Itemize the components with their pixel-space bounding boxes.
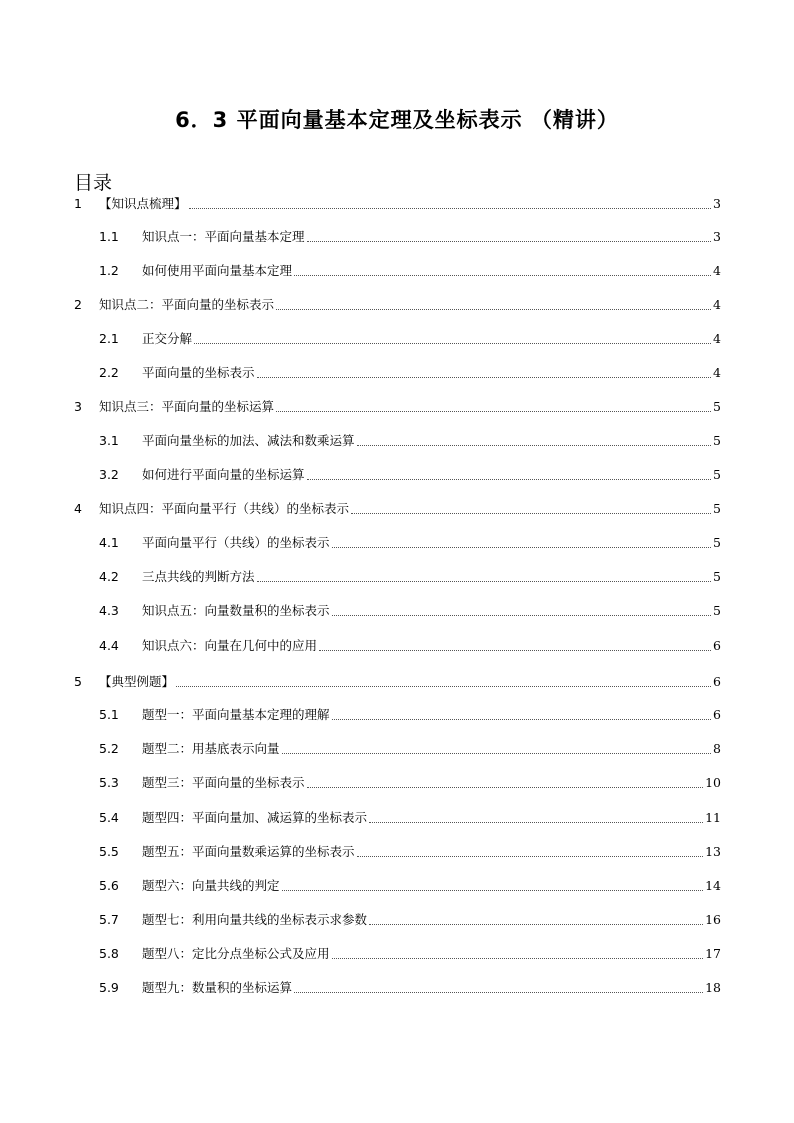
- toc-entry-number: 5: [74, 674, 82, 689]
- toc-dot-leader: [307, 478, 712, 480]
- toc-entry-label: 知识点二：平面向量的坐标表示: [99, 297, 275, 312]
- toc-dot-leader: [369, 821, 703, 823]
- toc-entry[interactable]: [0, 259, 794, 283]
- toc-entry-label: 题型三：平面向量的坐标表示: [142, 775, 305, 790]
- toc-entry[interactable]: [0, 908, 794, 932]
- toc-entry-number: 2.2: [99, 365, 119, 380]
- toc-entry-line: [142, 703, 721, 727]
- toc-entry-page: 4: [713, 297, 721, 312]
- toc-entry[interactable]: [0, 670, 794, 694]
- toc-entry-line: [99, 670, 721, 694]
- toc-entry-label: 题型四：平面向量加、减运算的坐标表示: [142, 810, 368, 825]
- toc-dot-leader: [194, 342, 711, 344]
- toc-entry-label: 平面向量的坐标表示: [142, 365, 255, 380]
- toc-entry-label: 正交分解: [142, 331, 193, 346]
- toc-entry-page: 5: [713, 501, 721, 516]
- toc-entry-number: 5.6: [99, 878, 119, 893]
- toc-entry-number: 3.1: [99, 433, 119, 448]
- toc-dot-leader: [307, 240, 712, 242]
- toc-heading: 目录: [74, 172, 113, 194]
- toc-entry[interactable]: [0, 429, 794, 453]
- toc-dot-leader: [257, 580, 712, 582]
- toc-entry-page: 6: [713, 638, 721, 653]
- toc-entry[interactable]: [0, 225, 794, 249]
- toc-entry-number: 4.1: [99, 535, 119, 550]
- page-title: 6．3 平面向量基本定理及坐标表示 （精讲）: [175, 108, 619, 132]
- toc-entry-line: [99, 395, 721, 419]
- toc-entry-number: 4.2: [99, 569, 119, 584]
- toc-entry-page: 14: [705, 878, 721, 893]
- toc-entry-line: [142, 874, 721, 898]
- toc-entry-line: [99, 192, 721, 216]
- toc-entry-number: 5.3: [99, 775, 119, 790]
- toc-entry-number: 5.1: [99, 707, 119, 722]
- toc-dot-leader: [357, 855, 704, 857]
- toc-entry-page: 4: [713, 365, 721, 380]
- toc-entry-line: [99, 497, 721, 521]
- toc-entry-line: [142, 806, 721, 830]
- toc-entry-label: 三点共线的判断方法: [142, 569, 255, 584]
- toc-entry-number: 1: [74, 196, 82, 211]
- toc-entry-page: 13: [705, 844, 721, 859]
- toc-entry-line: [142, 225, 721, 249]
- toc-entry-number: 5.9: [99, 980, 119, 995]
- toc-entry-number: 2.1: [99, 331, 119, 346]
- toc-entry-page: 17: [705, 946, 721, 961]
- toc-entry-number: 4: [74, 501, 82, 516]
- toc-entry-line: [142, 737, 721, 761]
- toc-dot-leader: [276, 308, 711, 310]
- toc-dot-leader: [369, 923, 703, 925]
- toc-entry[interactable]: [0, 531, 794, 555]
- toc-entry-label: 【典型例题】: [99, 674, 175, 689]
- toc-entry-page: 5: [713, 569, 721, 584]
- toc-entry[interactable]: [0, 874, 794, 898]
- toc-entry-label: 题型一：平面向量基本定理的理解: [142, 707, 330, 722]
- toc-entry-number: 5.7: [99, 912, 119, 927]
- toc-entry-label: 题型六：向量共线的判定: [142, 878, 280, 893]
- toc-dot-leader: [319, 649, 711, 651]
- toc-entry-page: 8: [713, 741, 721, 756]
- toc-dot-leader: [257, 376, 712, 378]
- toc-entry[interactable]: [0, 565, 794, 589]
- toc-entry[interactable]: [0, 806, 794, 830]
- toc-entry-number: 2: [74, 297, 82, 312]
- toc-entry[interactable]: [0, 942, 794, 966]
- toc-entry-page: 6: [713, 674, 721, 689]
- toc-entry-label: 题型二：用基底表示向量: [142, 741, 280, 756]
- toc-entry[interactable]: [0, 771, 794, 795]
- toc-entry-label: 知识点五：向量数量积的坐标表示: [142, 603, 330, 618]
- toc-dot-leader: [351, 512, 711, 514]
- toc-entry-page: 4: [713, 331, 721, 346]
- toc-entry-line: [142, 531, 721, 555]
- toc-entry[interactable]: [0, 634, 794, 658]
- toc-entry-label: 知识点三：平面向量的坐标运算: [99, 399, 275, 414]
- toc-dot-leader: [282, 889, 704, 891]
- toc-entry[interactable]: [0, 395, 794, 419]
- toc-dot-leader: [294, 274, 711, 276]
- toc-entry-line: [142, 463, 721, 487]
- toc-entry[interactable]: [0, 361, 794, 385]
- toc-dot-leader: [332, 614, 712, 616]
- toc-entry-page: 5: [713, 535, 721, 550]
- toc-entry-number: 5.4: [99, 810, 119, 825]
- toc-entry-line: [142, 361, 721, 385]
- toc-entry-label: 题型七：利用向量共线的坐标表示求参数: [142, 912, 368, 927]
- toc-dot-leader: [357, 444, 712, 446]
- toc-entry-number: 3.2: [99, 467, 119, 482]
- toc-entry-label: 知识点一：平面向量基本定理: [142, 229, 305, 244]
- toc-entry-page: 5: [713, 433, 721, 448]
- toc-entry-number: 1.1: [99, 229, 119, 244]
- toc-entry-line: [142, 908, 721, 932]
- toc-dot-leader: [282, 752, 712, 754]
- toc-entry-page: 11: [705, 810, 721, 825]
- toc-entry-page: 16: [705, 912, 721, 927]
- toc-entry-line: [99, 293, 721, 317]
- toc-entry-page: 3: [713, 229, 721, 244]
- toc-entry[interactable]: [0, 840, 794, 864]
- toc-dot-leader: [332, 546, 712, 548]
- toc-entry-number: 1.2: [99, 263, 119, 278]
- toc-entry-page: 5: [713, 467, 721, 482]
- toc-entry-line: [142, 840, 721, 864]
- toc-entry-label: 【知识点梳理】: [99, 196, 187, 211]
- toc-entry-label: 如何使用平面向量基本定理: [142, 263, 293, 278]
- toc-entry[interactable]: [0, 497, 794, 521]
- toc-dot-leader: [189, 207, 712, 209]
- toc-entry-page: 4: [713, 263, 721, 278]
- toc-entry-label: 题型八：定比分点坐标公式及应用: [142, 946, 330, 961]
- toc-dot-leader: [332, 718, 712, 720]
- toc-entry-label: 平面向量平行（共线）的坐标表示: [142, 535, 330, 550]
- toc-entry-label: 知识点六：向量在几何中的应用: [142, 638, 318, 653]
- toc-entry-line: [142, 771, 721, 795]
- toc-entry-page: 3: [713, 196, 721, 211]
- toc-entry-line: [142, 429, 721, 453]
- toc-entry-line: [142, 976, 721, 1000]
- toc-dot-leader: [307, 786, 704, 788]
- toc-entry-page: 5: [713, 603, 721, 618]
- toc-entry-label: 平面向量坐标的加法、减法和数乘运算: [142, 433, 355, 448]
- toc-entry-number: 5.8: [99, 946, 119, 961]
- toc-dot-leader: [176, 685, 711, 687]
- toc-dot-leader: [332, 957, 704, 959]
- toc-entry[interactable]: [0, 976, 794, 1000]
- toc-dot-leader: [294, 991, 703, 993]
- toc-entry-number: 5.2: [99, 741, 119, 756]
- toc-entry-label: 题型五：平面向量数乘运算的坐标表示: [142, 844, 355, 859]
- toc-entry-page: 6: [713, 707, 721, 722]
- toc-entry-line: [142, 942, 721, 966]
- toc-entry-line: [142, 259, 721, 283]
- toc-entry[interactable]: [0, 293, 794, 317]
- toc-entry[interactable]: [0, 703, 794, 727]
- toc-dot-leader: [276, 410, 711, 412]
- toc-entry[interactable]: [0, 327, 794, 351]
- toc-entry[interactable]: [0, 463, 794, 487]
- toc-entry-page: 5: [713, 399, 721, 414]
- toc-entry[interactable]: [0, 599, 794, 623]
- toc-entry-line: [142, 599, 721, 623]
- toc-entry-label: 如何进行平面向量的坐标运算: [142, 467, 305, 482]
- toc-entry-label: 知识点四：平面向量平行（共线）的坐标表示: [99, 501, 350, 516]
- toc-entry[interactable]: [0, 192, 794, 216]
- toc-entry-number: 5.5: [99, 844, 119, 859]
- toc-entry-number: 4.4: [99, 638, 119, 653]
- toc-entry-line: [142, 327, 721, 351]
- toc-entry-label: 题型九：数量积的坐标运算: [142, 980, 293, 995]
- toc-entry-number: 4.3: [99, 603, 119, 618]
- toc-entry-line: [142, 634, 721, 658]
- toc-entry-page: 10: [705, 775, 721, 790]
- toc-entry-number: 3: [74, 399, 82, 414]
- toc-entry-line: [142, 565, 721, 589]
- toc-entry-page: 18: [705, 980, 721, 995]
- toc-entry[interactable]: [0, 737, 794, 761]
